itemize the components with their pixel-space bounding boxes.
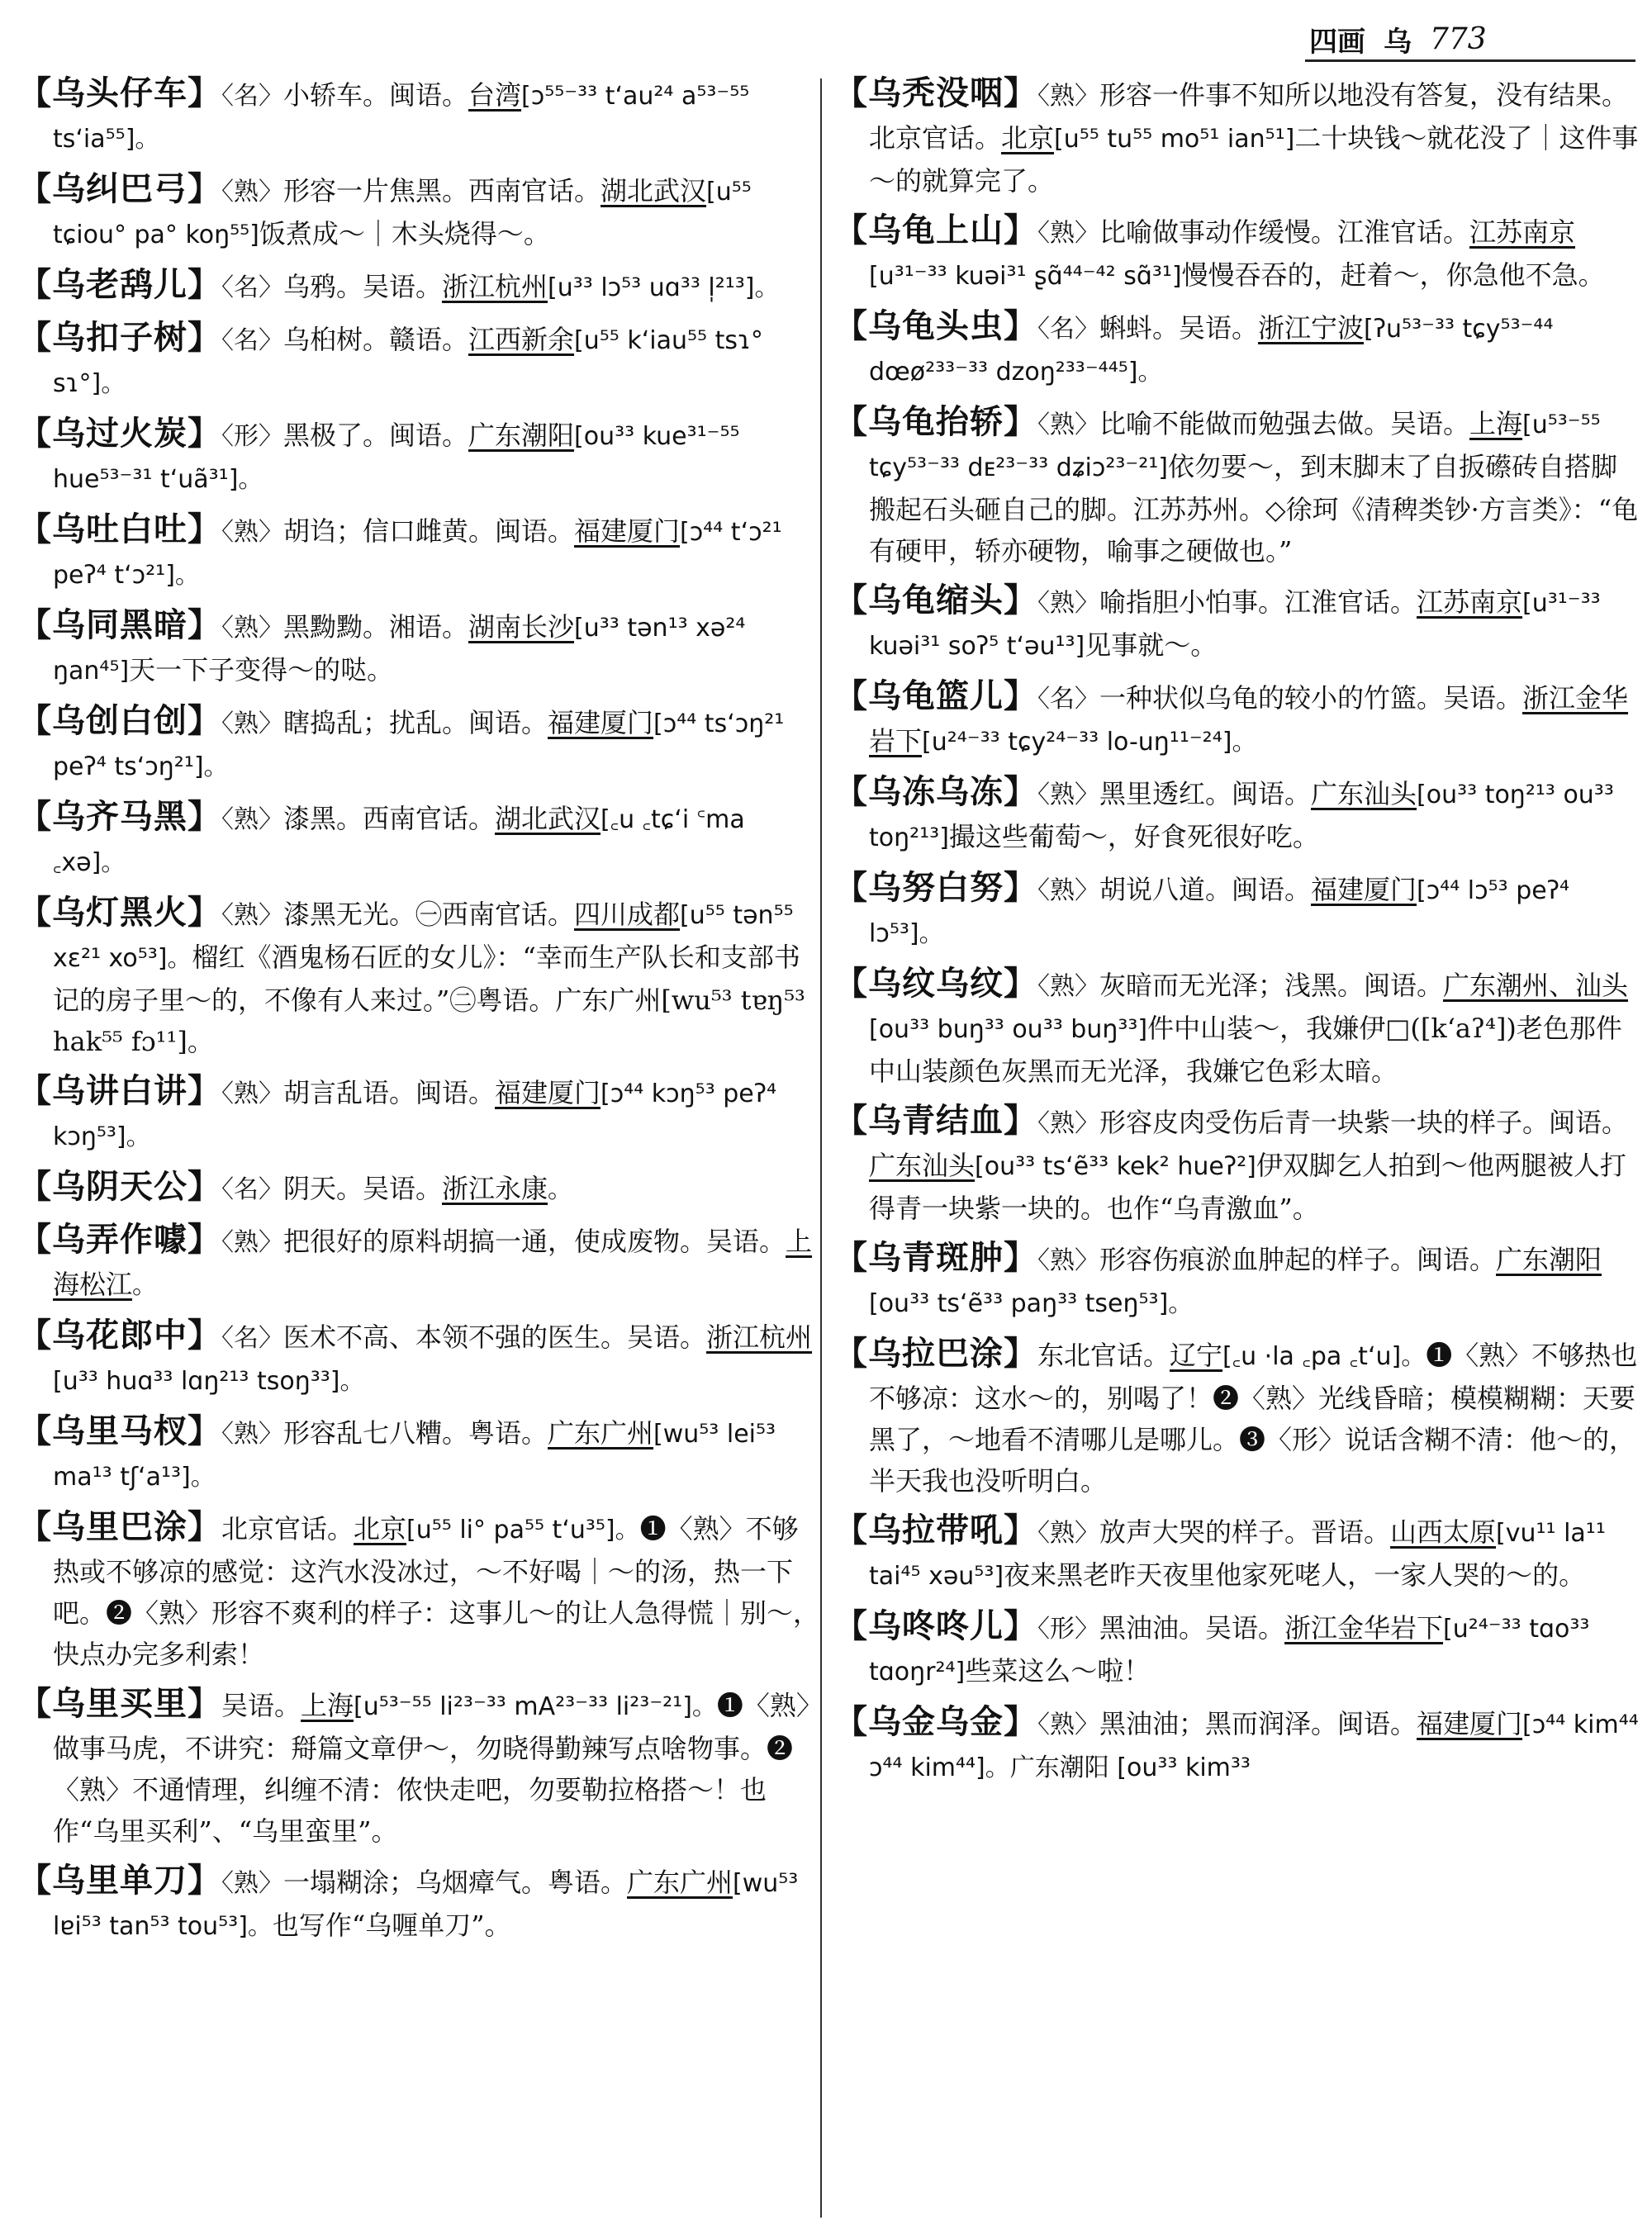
dictionary-entry <box>18 1070 824 1158</box>
headword-bracket: 【乌讲白讲】 <box>18 1071 221 1110</box>
headword: 乌青结血 <box>868 1101 1004 1140</box>
headword-bracket: 【乌青结血】 <box>834 1101 1037 1140</box>
headword: 乌灯黑火 <box>52 893 188 932</box>
page-header <box>1309 18 1631 59</box>
headword: 乌秃没咽 <box>868 74 1004 112</box>
dialect-location: 浙江金华岩下 <box>1284 1612 1444 1644</box>
headword-bracket: 【乌金乌金】 <box>834 1702 1037 1741</box>
pronunciation: [u³¹⁻³³ kuəi³¹ soʔ⁵ t‘əu¹³] <box>869 589 1601 661</box>
headword: 乌龟上山 <box>868 211 1004 249</box>
headword-bracket: 【乌龟抬轿】 <box>834 402 1037 441</box>
example-text: 伊双脚乞人拍到～他两腿被人打得青一块紫一块的。也作“乌青激血”。 <box>869 1150 1626 1224</box>
dictionary-entry <box>834 401 1640 572</box>
definition-text: 形容一片焦黑。西南官话。 <box>283 175 601 206</box>
dictionary-entry <box>18 1411 824 1498</box>
section-label: 四画 <box>1309 25 1365 59</box>
part-of-speech-tag: 〈形〉 <box>1037 1615 1099 1644</box>
headword-bracket: 【乌秃没咽】 <box>834 74 1037 112</box>
part-of-speech-tag: 〈熟〉 <box>1037 410 1099 439</box>
headword: 乌龟头虫 <box>868 306 1004 345</box>
example-text: 饭煮成～｜木头烧得～。 <box>259 218 550 249</box>
headword: 乌花郎中 <box>52 1316 188 1355</box>
headword: 乌拉带吼 <box>868 1511 1004 1549</box>
headword-bracket: 【乌龟篮儿】 <box>834 676 1037 715</box>
dialect-location: 辽宁 <box>1170 1340 1223 1371</box>
headword: 乌里马杈 <box>52 1412 188 1450</box>
headword: 乌吐白吐 <box>52 510 188 548</box>
part-of-speech-tag: 〈名〉 <box>221 82 283 111</box>
headword: 乌讲白讲 <box>52 1071 188 1110</box>
headword-bracket: 【乌龟头虫】 <box>834 306 1037 345</box>
headword: 乌老鸹儿 <box>52 265 188 304</box>
left-column <box>18 73 824 2220</box>
dialect-location: 广东汕头 <box>1311 778 1417 809</box>
headword-bracket: 【乌拉带吼】 <box>834 1511 1037 1549</box>
headword: 乌龟缩头 <box>868 581 1004 619</box>
headword-bracket: 【乌头仔车】 <box>18 74 221 112</box>
dictionary-entry <box>834 1100 1640 1229</box>
dictionary-entry <box>834 1237 1640 1325</box>
part-of-speech-tag: 〈形〉 <box>221 422 283 451</box>
headword-bracket: 【乌里买里】 <box>18 1684 221 1723</box>
definition-text: 灰暗而无光泽；浅黑。闽语。 <box>1099 970 1444 1001</box>
dialect-location: 山西太原 <box>1390 1516 1497 1548</box>
part-of-speech-tag: 〈熟〉 <box>1037 589 1099 618</box>
headword: 乌龟篮儿 <box>868 676 1004 715</box>
headword-bracket: 【乌花郎中】 <box>18 1316 221 1355</box>
example-text: 天一下子变得～的哒。 <box>129 654 394 686</box>
headword: 乌头仔车 <box>52 74 188 112</box>
headword-bracket: 【乌纹乌纹】 <box>834 964 1037 1003</box>
pronunciation: [u²⁴⁻³³ tɑo³³ tɑoŋr²⁴] <box>869 1615 1590 1687</box>
definition-text: 吴语。 <box>221 1690 301 1721</box>
dictionary-entry <box>18 700 824 788</box>
headword: 乌拉巴涂 <box>868 1334 1004 1373</box>
definition-text: 形容乱七八糟。粤语。 <box>283 1417 548 1449</box>
example-text: 些菜这么～啦！ <box>965 1655 1151 1687</box>
page-number: 773 <box>1430 21 1487 56</box>
dialect-location: 湖北武汉 <box>495 803 601 834</box>
dialect-location: 广东潮州、汕头 <box>1443 970 1629 1001</box>
definition-text: 黑黝黝。湘语。 <box>283 611 469 643</box>
pronunciation: 。 <box>548 1175 573 1204</box>
headword-bracket: 【乌扣子树】 <box>18 318 221 357</box>
definition-text: 小轿车。闽语。 <box>283 79 469 111</box>
example-text: 也写作“乌喱单刀”。 <box>272 1910 511 1941</box>
pronunciation: [u³³ lɔ⁵³ uɑ³³ l̩²¹³]。 <box>548 273 780 302</box>
definition-text: 喻指胆小怕事。江淮官话。 <box>1099 586 1417 618</box>
part-of-speech-tag: 〈熟〉 <box>221 1420 283 1449</box>
dictionary-entry <box>18 73 824 160</box>
definition-text: 阴天。吴语。 <box>283 1173 443 1204</box>
dictionary-entry <box>834 676 1640 763</box>
pronunciation: [u⁵⁵ li° pa⁵⁵ t‘u³⁵]。 <box>406 1516 640 1544</box>
dictionary-entry <box>834 1333 1640 1502</box>
headword: 乌金乌金 <box>868 1702 1004 1741</box>
example-text: 见事就～。 <box>1085 629 1218 661</box>
part-of-speech-tag: 〈熟〉 <box>1037 219 1099 248</box>
headword-bracket: 【乌里单刀】 <box>18 1861 221 1900</box>
headword-bracket: 【乌龟缩头】 <box>834 581 1037 619</box>
dictionary-entry <box>18 892 824 1062</box>
example-text: ❶〈熟〉不够热也不够凉：这水～的，别喝了！❷〈熟〉光线昏暗；模模糊糊：天要黑了，～地看不清哪儿是哪儿。❸〈形〉说话含糊不清：他～的，半天我也没听明白。 <box>869 1340 1638 1497</box>
pronunciation: [wu⁵³ lɐi⁵³ tan⁵³ tou⁵³]。 <box>53 1869 799 1941</box>
part-of-speech-tag: 〈名〉 <box>221 326 283 355</box>
example-text: 夜来黑老昨天夜里他家死咾人，一家人哭的～的。 <box>1004 1559 1586 1591</box>
example-text: 二十块钱～就花没了｜这件事～的就算完了。 <box>869 122 1639 197</box>
dictionary-entry <box>834 1606 1640 1693</box>
pronunciation: [ɔ⁴⁴ kim⁴⁴ ɔ⁴⁴ kim⁴⁴]。广东潮阳 [ou³³ kim³³ <box>869 1710 1639 1782</box>
dialect-location: 江苏南京 <box>1469 216 1576 248</box>
pronunciation: [ou³³ kue³¹⁻⁵⁵ hue⁵³⁻³¹ t‘uã³¹]。 <box>53 422 740 494</box>
part-of-speech-tag: 〈名〉 <box>1037 315 1099 344</box>
pronunciation: [u⁵⁵ tu⁵⁵ mo⁵¹ ian⁵¹] <box>1054 125 1295 154</box>
dictionary-entry <box>18 1860 824 1948</box>
part-of-speech-tag: 〈熟〉 <box>1037 780 1099 809</box>
headword: 乌咚咚儿 <box>868 1606 1004 1645</box>
pronunciation: [ɔ⁴⁴ lɔ⁵³ peʔ⁴ lɔ⁵³]。 <box>869 876 1570 948</box>
definition-text: 乌桕树。赣语。 <box>283 324 469 355</box>
definition-text: 黑极了。闽语。 <box>283 420 469 451</box>
part-of-speech-tag: 〈熟〉 <box>221 805 283 834</box>
dialect-location: 北京 <box>354 1513 407 1544</box>
pronunciation: [u⁵³⁻⁵⁵ li²³⁻³³ mA²³⁻³³ li²³⁻²¹]。 <box>354 1692 717 1721</box>
part-of-speech-tag: 〈熟〉 <box>1037 1710 1099 1739</box>
dialect-location: 福建厦门 <box>495 1077 601 1108</box>
part-of-speech-tag: 〈熟〉 <box>1037 1519 1099 1548</box>
dialect-location: 福建厦门 <box>574 515 681 547</box>
part-of-speech-tag: 〈名〉 <box>221 1175 283 1204</box>
dialect-location: 四川成都 <box>574 899 681 930</box>
definition-text: 北京官话。 <box>221 1513 354 1544</box>
pronunciation: [ou³³ toŋ²¹³ ou³³ toŋ²¹³] <box>869 780 1614 852</box>
headword: 乌龟抬轿 <box>868 402 1004 441</box>
definition-text: 比喻做事动作缓慢。江淮官话。 <box>1099 216 1470 248</box>
part-of-speech-tag: 〈熟〉 <box>1037 972 1099 1001</box>
headword-bracket: 【乌拉巴涂】 <box>834 1334 1037 1373</box>
dialect-location: 浙江永康 <box>442 1173 548 1204</box>
example-text: 榴红《酒鬼杨石匠的女儿》：“幸而生产队长和支部书记的房子里～的，不像有人来过。”㊁粤语。广东广州[wu⁵³ tɐŋ⁵³ hak⁵⁵ fɔ¹¹]。 <box>53 942 805 1057</box>
dialect-location: 江西新余 <box>468 324 575 355</box>
dictionary-entry <box>834 963 1640 1092</box>
pronunciation: [wu⁵³ lei⁵³ ma¹³ tʃ‘a¹³]。 <box>53 1420 776 1492</box>
dialect-location: 福建厦门 <box>1311 874 1417 905</box>
pronunciation: [u²⁴⁻³³ tɕy²⁴⁻³³ lo-uŋ¹¹⁻²⁴]。 <box>922 728 1257 757</box>
example-text: 件中山装～，我嫌伊□([k‘aʔ⁴])老色那件中山装颜色灰黑而无光泽，我嫌它色彩太暗。 <box>869 1013 1622 1087</box>
dialect-location: 湖南长沙 <box>468 611 575 643</box>
part-of-speech-tag: 〈熟〉 <box>221 901 283 930</box>
part-of-speech-tag: 〈熟〉 <box>1037 876 1099 905</box>
definition-text: 黑油油。吴语。 <box>1099 1612 1285 1644</box>
pronunciation: [ou³³ ts‘ẽ³³ kek² hueʔ²] <box>975 1152 1256 1181</box>
headword-bracket: 【乌冻乌冻】 <box>834 772 1037 811</box>
right-column <box>834 73 1640 2220</box>
dialect-location: 浙江宁波 <box>1258 312 1365 344</box>
dictionary-entry <box>834 306 1640 393</box>
example-text: ❶〈熟〉不够热或不够凉的感觉：这汽水没冰过，～不好喝｜～的汤，热一下吧。❷〈熟〉形容不爽利的样子：这事儿～的让人急得慌｜别～，快点办完多利索！ <box>53 1513 820 1670</box>
headword: 乌纹乌纹 <box>868 964 1004 1003</box>
dictionary-entry <box>18 509 824 596</box>
dialect-location: 浙江杭州 <box>706 1321 813 1353</box>
headword: 乌扣子树 <box>52 318 188 357</box>
pronunciation: [u⁵⁵ tɕiou° pa° koŋ⁵⁵] <box>53 178 752 249</box>
headword-bracket: 【乌青斑肿】 <box>834 1238 1037 1277</box>
headword-bracket: 【乌咚咚儿】 <box>834 1606 1037 1645</box>
dialect-location: 湖北武汉 <box>601 175 707 206</box>
definition-text: 蝌蚪。吴语。 <box>1099 312 1259 344</box>
part-of-speech-tag: 〈熟〉 <box>221 1079 283 1108</box>
headword-bracket: 【乌灯黑火】 <box>18 893 221 932</box>
definition-text: 漆黑无光。㊀西南官话。 <box>283 899 575 930</box>
definition-text: 形容一件事不知所以地没有答复，没有结果。北京官话。 <box>869 79 1629 154</box>
pronunciation: [u³¹⁻³³ kuəi³¹ ʂɑ̃⁴⁴⁻⁴² sɑ̃³¹] <box>869 262 1182 291</box>
pronunciation: [u³³ tən¹³ xə²⁴ ŋan⁴⁵] <box>53 614 746 686</box>
dialect-location: 台湾 <box>468 79 522 111</box>
part-of-speech-tag: 〈名〉 <box>221 273 283 302</box>
dictionary-entry <box>18 264 824 309</box>
pronunciation: 。 <box>132 1271 158 1300</box>
headword: 乌创白创 <box>52 701 188 740</box>
headword-bracket: 【乌龟上山】 <box>834 211 1037 249</box>
example-text: 依勿要～，到末脚末了自扳礤砖自搭脚搬起石头砸自己的脚。江苏苏州。◇徐珂《清稗类钞·方言类》：“龟有硬甲，轿亦硬物，喻事之硬做也。” <box>869 451 1639 567</box>
headword: 乌努白努 <box>868 868 1004 907</box>
pronunciation: [vu¹¹ la¹¹ tai⁴⁵ xəu⁵³] <box>869 1519 1606 1591</box>
dictionary-entry <box>18 605 824 692</box>
definition-text: 漆黑。西南官话。 <box>283 803 496 834</box>
part-of-speech-tag: 〈熟〉 <box>1037 1109 1099 1138</box>
part-of-speech-tag: 〈熟〉 <box>221 178 283 206</box>
headword-bracket: 【乌过火炭】 <box>18 414 221 453</box>
pronunciation: [ʔu⁵³⁻³³ tɕy⁵³⁻⁴⁴ dœø²³³⁻³³ dzoŋ²³³⁻⁴⁴⁵]。 <box>869 315 1554 387</box>
definition-text: 放声大哭的样子。晋语。 <box>1099 1516 1391 1548</box>
dialect-location: 江苏南京 <box>1417 586 1523 618</box>
dialect-location: 上海 <box>301 1690 354 1721</box>
pronunciation: [ou³³ buŋ³³ ou³³ buŋ³³] <box>869 1015 1148 1044</box>
definition-text: 乌鸦。吴语。 <box>283 271 443 302</box>
dictionary-entry <box>834 1510 1640 1597</box>
part-of-speech-tag: 〈熟〉 <box>221 1869 283 1898</box>
dictionary-entry <box>834 210 1640 297</box>
dictionary-entry <box>18 413 824 501</box>
dialect-location: 上海松江 <box>53 1226 813 1300</box>
headword: 乌纠巴弓 <box>52 169 188 208</box>
headword-bracket: 【乌同黑暗】 <box>18 605 221 644</box>
pronunciation: [u⁵³⁻⁵⁵ tɕy⁵³⁻³³ dᴇ²³⁻³³ dʑiɔ²³⁻²¹] <box>869 410 1601 482</box>
part-of-speech-tag: 〈熟〉 <box>1037 82 1099 111</box>
headword-bracket: 【乌老鸹儿】 <box>18 265 221 304</box>
definition-text: 胡说八道。闽语。 <box>1099 874 1312 905</box>
dictionary-entry <box>18 1166 824 1211</box>
definition-text: 比喻不能做而勉强去做。吴语。 <box>1099 408 1470 439</box>
headword: 乌里巴涂 <box>52 1507 188 1546</box>
dialect-location: 广东广州 <box>627 1867 733 1898</box>
pronunciation: [ɔ⁴⁴ t‘ɔ²¹ peʔ⁴ t‘ɔ²¹]。 <box>53 518 782 590</box>
dialect-location: 广东汕头 <box>869 1150 976 1181</box>
definition-text: 胡言乱语。闽语。 <box>283 1077 496 1108</box>
dictionary-entry <box>834 771 1640 859</box>
dialect-location: 福建厦门 <box>1417 1708 1523 1739</box>
definition-text: 黑里透红。闽语。 <box>1099 778 1312 809</box>
definition-text: 医术不高、本领不强的医生。吴语。 <box>283 1321 707 1353</box>
radical-char: 乌 <box>1384 25 1412 59</box>
headword-bracket: 【乌努白努】 <box>834 868 1037 907</box>
definition-text: 瞎捣乱；扰乱。闽语。 <box>283 707 548 738</box>
headword-bracket: 【乌阴天公】 <box>18 1167 221 1206</box>
dictionary-entry <box>18 1315 824 1402</box>
dialect-location: 上海 <box>1469 408 1523 439</box>
pronunciation: [꜀u ꜀tɕ‘i ꜂ma ꜀xə]。 <box>53 805 745 877</box>
definition-text: 东北官话。 <box>1037 1340 1170 1371</box>
definition-text: 一种状似乌龟的较小的竹篮。吴语。 <box>1099 682 1523 714</box>
headword-bracket: 【乌里马杈】 <box>18 1412 221 1450</box>
part-of-speech-tag: 〈熟〉 <box>221 518 283 547</box>
definition-text: 形容伤痕淤血肿起的样子。闽语。 <box>1099 1244 1497 1275</box>
headword: 乌齐马黑 <box>52 797 188 836</box>
headword: 乌同黑暗 <box>52 605 188 644</box>
pronunciation: [u⁵⁵ k‘iau⁵⁵ tsɿ° sɿ°]。 <box>53 326 763 398</box>
headword: 乌冻乌冻 <box>868 772 1004 811</box>
headword-bracket: 【乌创白创】 <box>18 701 221 740</box>
headword: 乌过火炭 <box>52 414 188 453</box>
dictionary-entry <box>18 1506 824 1675</box>
pronunciation: [꜀u ·la ꜀pa ꜀t‘u]。 <box>1222 1342 1427 1371</box>
definition-text: 一塌糊涂；乌烟瘴气。粤语。 <box>283 1867 628 1898</box>
part-of-speech-tag: 〈熟〉 <box>221 1228 283 1257</box>
dialect-location: 福建厦门 <box>548 707 654 738</box>
dictionary-entry <box>18 796 824 884</box>
dialect-location: 北京 <box>1001 122 1055 154</box>
dictionary-entry <box>834 580 1640 667</box>
headword: 乌青斑肿 <box>868 1238 1004 1277</box>
headword-bracket: 【乌纠巴弓】 <box>18 169 221 208</box>
headword: 乌阴天公 <box>52 1167 188 1206</box>
dictionary-entry <box>18 1219 824 1307</box>
definition-text: 胡诌；信口雌黄。闽语。 <box>283 515 575 547</box>
dialect-location: 浙江金华岩下 <box>869 682 1629 757</box>
part-of-speech-tag: 〈名〉 <box>1037 685 1099 714</box>
headword-bracket: 【乌弄作噱】 <box>18 1220 221 1259</box>
dialect-location: 广东广州 <box>548 1417 654 1449</box>
example-text: 撮这些葡萄～，好食死很好吃。 <box>948 821 1319 852</box>
example-text: ❶〈熟〉做事马虎，不讲究：搿篇文章伊～，勿晓得勤辣写点啥物事。❷〈熟〉不通情理，纠缠不清：侬快走吧，勿要勒拉格搭～！也作“乌里买利”、“乌里蛮里”。 <box>53 1690 823 1847</box>
dictionary-entry <box>18 168 824 256</box>
pronunciation: [ɔ⁵⁵⁻³³ t‘au²⁴ a⁵³⁻⁵⁵ ts‘ia⁵⁵]。 <box>53 82 750 154</box>
pronunciation: [u³³ huɑ³³ lɑŋ²¹³ tsoŋ³³]。 <box>53 1367 365 1396</box>
dictionary-entry <box>834 73 1640 202</box>
pronunciation: [u⁵⁵ tən⁵⁵ xɛ²¹ xo⁵³]。 <box>53 901 794 973</box>
pronunciation: [ɔ⁴⁴ ts‘ɔŋ²¹ peʔ⁴ ts‘ɔŋ²¹]。 <box>53 709 785 781</box>
headword-bracket: 【乌齐马黑】 <box>18 797 221 836</box>
dictionary-entry <box>834 867 1640 955</box>
headword-bracket: 【乌里巴涂】 <box>18 1507 221 1546</box>
pronunciation: [ɔ⁴⁴ kɔŋ⁵³ peʔ⁴ kɔŋ⁵³]。 <box>53 1079 777 1151</box>
dictionary-entry <box>18 1683 824 1852</box>
headword: 乌里单刀 <box>52 1861 188 1900</box>
dialect-location: 浙江杭州 <box>442 271 548 302</box>
part-of-speech-tag: 〈熟〉 <box>1037 1246 1099 1275</box>
part-of-speech-tag: 〈熟〉 <box>221 709 283 738</box>
dialect-location: 广东潮阳 <box>1496 1244 1602 1275</box>
dialect-location: 广东潮阳 <box>468 420 575 451</box>
example-text: 慢慢吞吞的，赶着～，你急他不急。 <box>1181 259 1605 291</box>
header-rule <box>1305 59 1635 62</box>
definition-text: 黑油油；黑而润泽。闽语。 <box>1099 1708 1417 1739</box>
part-of-speech-tag: 〈名〉 <box>221 1324 283 1353</box>
definition-text: 把很好的原料胡搞一通，使成废物。吴语。 <box>283 1226 786 1257</box>
pronunciation: [ou³³ ts‘ẽ³³ paŋ³³ tseŋ⁵³]。 <box>869 1289 1194 1318</box>
headword: 乌里买里 <box>52 1684 188 1723</box>
part-of-speech-tag: 〈熟〉 <box>221 614 283 643</box>
dictionary-entry <box>18 317 824 405</box>
definition-text: 形容皮肉受伤后青一块紫一块的样子。闽语。 <box>1099 1107 1629 1138</box>
headword: 乌弄作噱 <box>52 1220 188 1259</box>
dictionary-entry <box>834 1701 1640 1789</box>
headword-bracket: 【乌吐白吐】 <box>18 510 221 548</box>
